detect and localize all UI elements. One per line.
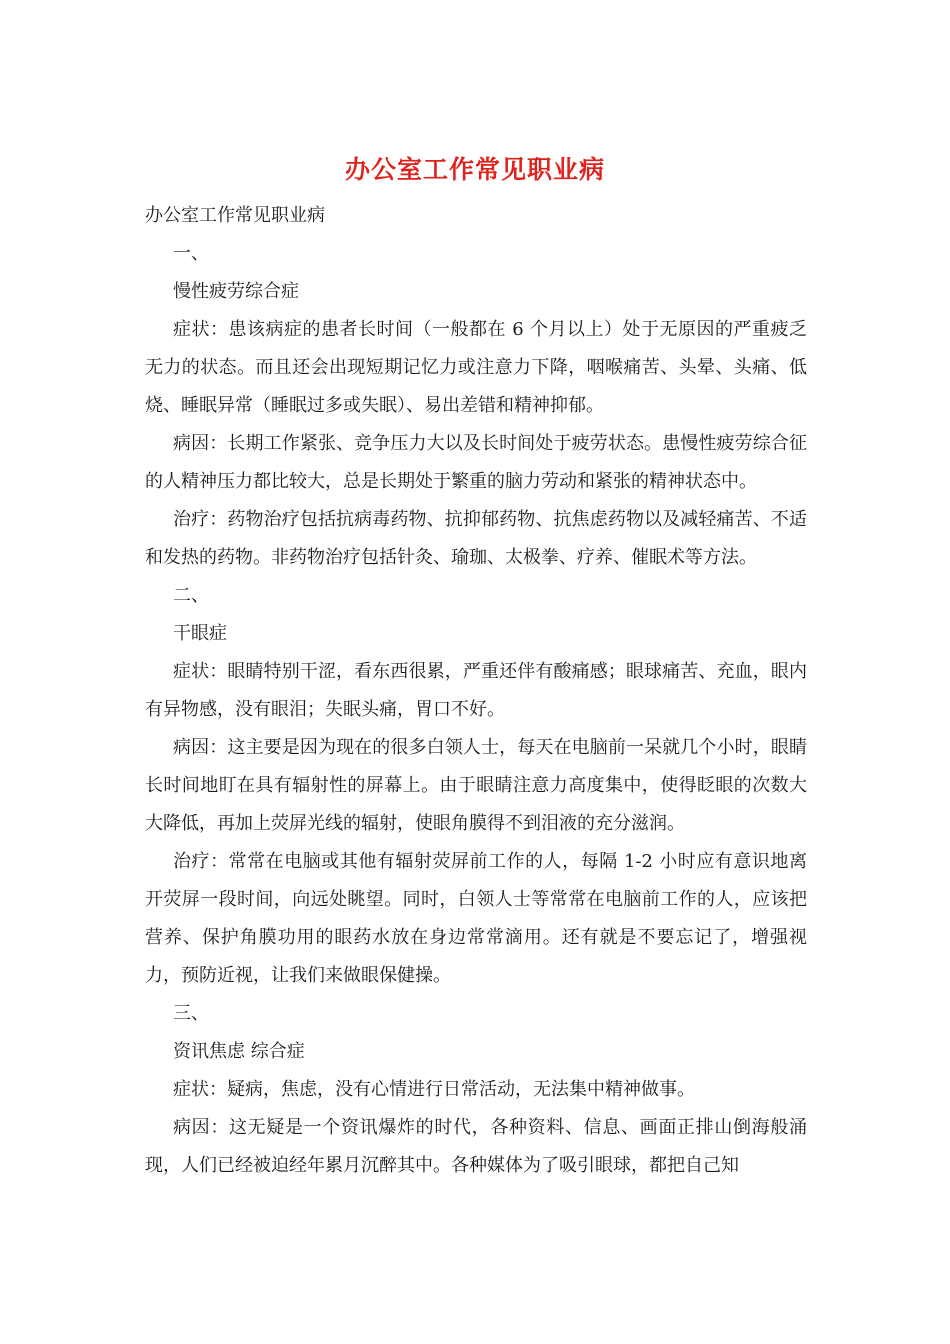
symptom-paragraph-1: 症状：患该病症的患者长时间（一般都在 6 个月以上）处于无原因的严重疲乏无力的状态。而且还会出现短期记忆力或注意力下降，咽喉痛苦、头晕、头痛、低烧、睡眠异常（睡眠过多或失眠）、易出差错和精神抑郁。 — [145, 319, 807, 416]
section-heading-3: 资讯焦虑 综合症 — [173, 1041, 305, 1062]
treatment-paragraph-1: 治疗：药物治疗包括抗病毒药物、抗抑郁药物、抗焦虑药物以及减轻痛苦、不适和发热的药物。非药物治疗包括针灸、瑜珈、太极拳、疗养、催眠术等方法。 — [145, 509, 807, 568]
section-heading-1: 慢性疲劳综合症 — [173, 281, 299, 302]
cause-paragraph-1: 病因：长期工作紧张、竞争压力大以及长时间处于疲劳状态。患慢性疲劳综合征的人精神压力都比较大，总是长期处于繁重的脑力劳动和紧张的精神状态中。 — [145, 433, 807, 492]
cause-paragraph-2: 病因：这主要是因为现在的很多白领人士，每天在电脑前一呆就几个小时，眼睛长时间地盯在具有辐射性的屏幕上。由于眼睛注意力高度集中，使得眨眼的次数大大降低，再加上荧屏光线的辐射，使眼角膜得不到泪液的充分滋润。 — [145, 737, 807, 834]
subtitle-paragraph: 办公室工作常见职业病 — [145, 205, 325, 226]
section-number-3: 三、 — [173, 1003, 209, 1024]
cause-paragraph-3: 病因：这无疑是一个资讯爆炸的时代，各种资料、信息、画面正排山倒海般涌现，人们已经被迫经年累月沉醉其中。各种媒体为了吸引眼球，都把自己知 — [145, 1117, 807, 1176]
treatment-paragraph-2: 治疗：常常在电脑或其他有辐射荧屏前工作的人，每隔 1-2 小时应有意识地离开荧屏一段时间，向远处眺望。同时，白领人士等常常在电脑前工作的人，应该把营养、保护角膜功用的眼药水放在身边常常滴用。还有就是不要忘记了，增强视力，预防近视，让我们来做眼保健操。 — [145, 851, 807, 986]
document-body — [145, 197, 807, 1185]
symptom-paragraph-3: 症状：疑病，焦虑，没有心情进行日常活动，无法集中精神做事。 — [173, 1079, 695, 1100]
document-title: 办公室工作常见职业病 — [344, 155, 605, 184]
section-heading-2: 干眼症 — [173, 623, 227, 644]
section-number-1: 一、 — [173, 243, 209, 264]
section-number-2: 二、 — [173, 585, 209, 606]
symptom-paragraph-2: 症状：眼睛特别干涩，看东西很累，严重还伴有酸痛感；眼球痛苦、充血，眼内有异物感，没有眼泪；失眠头痛，胃口不好。 — [145, 661, 807, 720]
